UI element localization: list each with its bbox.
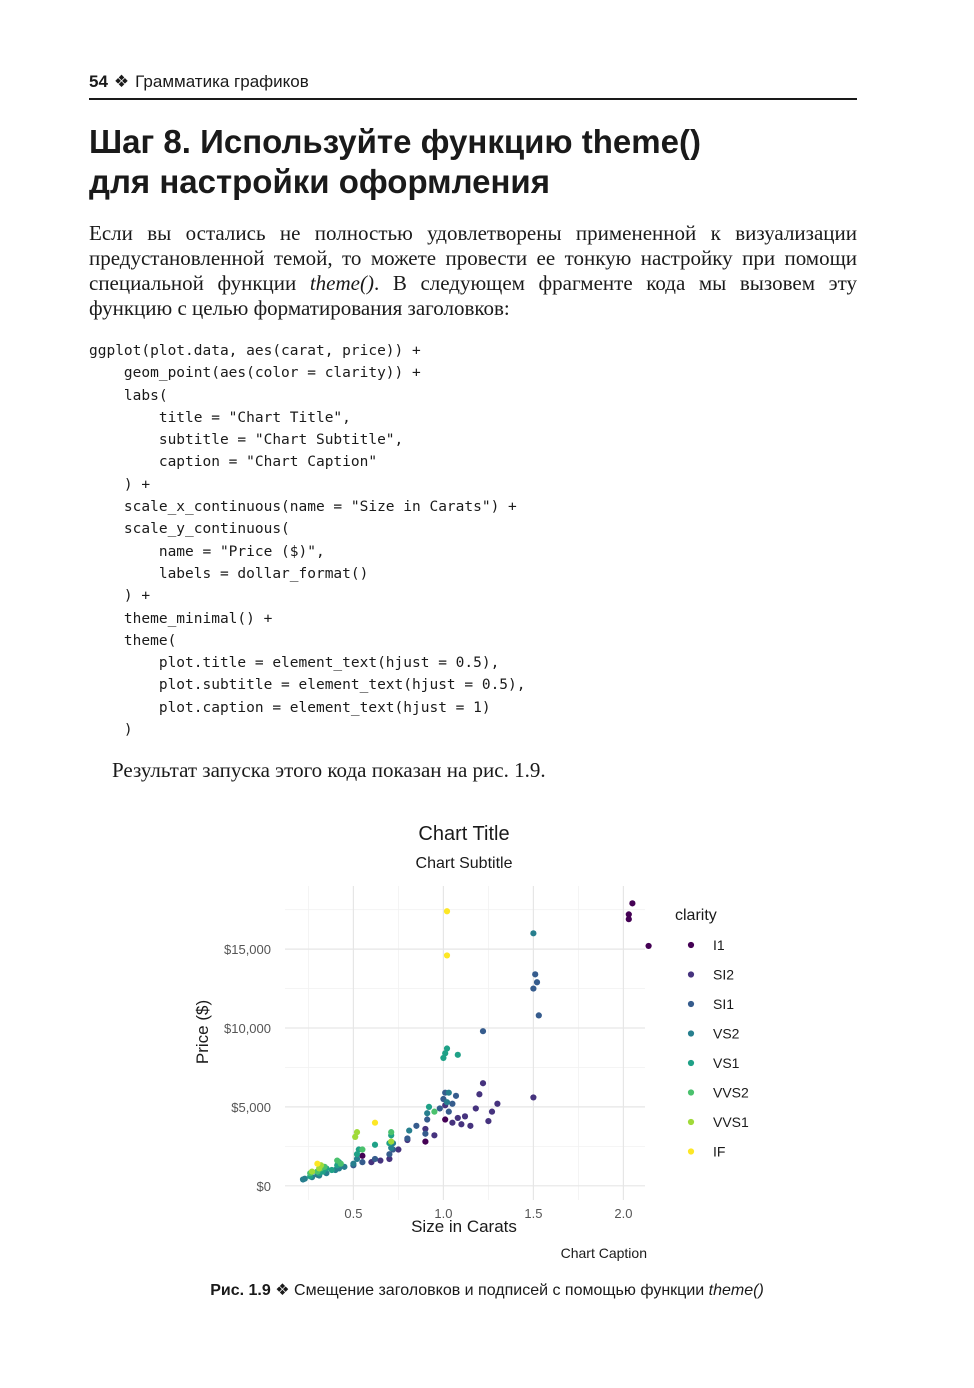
code-line: subtitle = "Chart Subtitle", — [89, 432, 404, 449]
data-point-vs1 — [455, 1052, 461, 1058]
data-point-vs2 — [406, 1127, 412, 1133]
data-point-vs2 — [444, 1099, 450, 1105]
chart-subtitle: Chart Subtitle — [415, 855, 513, 872]
x-tick-label: 2.0 — [614, 1206, 633, 1221]
code-line: ) + — [89, 588, 151, 605]
data-point-i1 — [646, 943, 652, 949]
legend-label: IF — [713, 1143, 726, 1160]
data-point-vs1 — [329, 1167, 335, 1173]
data-point-i1 — [422, 1139, 428, 1145]
data-point-si1 — [530, 985, 536, 991]
grid — [285, 886, 645, 1200]
data-point-si2 — [449, 1120, 455, 1126]
data-point-si1 — [386, 1151, 392, 1157]
data-point-vs1 — [372, 1142, 378, 1148]
data-point-vvs1 — [352, 1134, 358, 1140]
result-text: Результат запуска этого кода показан на рис. 1.9. — [112, 758, 546, 782]
data-point-vvs1 — [309, 1168, 315, 1174]
code-line: labs( — [89, 387, 168, 404]
code-line: plot.title = element_text(hjust = 0.5), — [89, 655, 500, 672]
data-point-vs1 — [354, 1151, 360, 1157]
data-point-if — [444, 908, 450, 914]
data-point-i1 — [442, 1116, 448, 1122]
data-point-vvs2 — [431, 1109, 437, 1115]
legend-label: VVS1 — [713, 1114, 749, 1130]
data-point-si2 — [467, 1123, 473, 1129]
figure-label: Рис. 1.9 — [210, 1282, 271, 1299]
section-heading-line2: для настройки оформления — [89, 163, 550, 200]
code-line: plot.subtitle = element_text(hjust = 0.5), — [89, 677, 526, 694]
data-point-si2 — [530, 1094, 536, 1100]
code-line: theme_minimal() + — [89, 610, 273, 627]
legend-label: I1 — [713, 937, 725, 953]
legend-label: VVS2 — [713, 1084, 749, 1101]
data-point-vvs2 — [388, 1129, 394, 1135]
legend-key — [688, 1030, 694, 1036]
data-point-si1 — [449, 1101, 455, 1107]
code-line: ) — [89, 722, 133, 739]
legend-key — [688, 971, 694, 977]
legend-label: SI1 — [713, 996, 735, 1012]
running-header — [89, 72, 857, 98]
caption-text: Смещение заголовков и подписей с помощью функции — [294, 1282, 709, 1299]
section-heading-line1: Шаг 8. Используйте функцию theme() — [89, 123, 701, 160]
caption-function-name: theme() — [708, 1282, 764, 1299]
y-axis-label: Price ($) — [193, 999, 212, 1065]
legend-label: VS1 — [713, 1055, 740, 1071]
data-point-if — [372, 1120, 378, 1126]
y-tick-label: $15,000 — [224, 942, 271, 958]
page-number: 54 — [89, 72, 108, 91]
code-line: plot.caption = element_text(hjust = 1) — [89, 699, 491, 716]
data-point-vs1 — [440, 1055, 446, 1061]
data-point-vvs2 — [338, 1161, 344, 1167]
data-point-i1 — [359, 1153, 365, 1159]
data-point-si1 — [534, 979, 540, 985]
axes — [224, 942, 632, 1221]
caption-separator-icon: ❖ — [275, 1282, 290, 1299]
legend-key — [688, 1148, 694, 1154]
data-point-i1 — [626, 916, 632, 922]
data-point-si2 — [473, 1105, 479, 1111]
data-point-si2 — [462, 1113, 468, 1119]
body-paragraph — [89, 221, 857, 321]
data-point-vvs1 — [388, 1139, 394, 1145]
figure-caption — [0, 1280, 974, 1300]
legend-label: VS2 — [713, 1025, 740, 1042]
header-separator-icon: ❖ — [113, 72, 130, 91]
chapter-title: Грамматика графиков — [135, 72, 309, 91]
data-point-si1 — [359, 1159, 365, 1165]
data-point-if — [314, 1161, 320, 1167]
code-line: theme( — [89, 632, 177, 649]
x-tick-label: 1.5 — [524, 1206, 543, 1221]
x-axis-label: Size in Carats — [411, 1217, 517, 1236]
chart-title: Chart Title — [418, 823, 510, 845]
chart-caption: Chart Caption — [560, 1245, 647, 1261]
code-line: ggplot(plot.data, aes(carat, price)) + — [89, 343, 421, 359]
legend-label: SI2 — [713, 966, 735, 983]
data-point-si1 — [404, 1135, 410, 1141]
legend-key — [688, 1089, 694, 1095]
x-tick-label: 1.0 — [434, 1206, 453, 1221]
legend-key — [688, 942, 694, 948]
header-rule — [89, 98, 857, 100]
paragraph-function-name: theme() — [309, 271, 374, 295]
data-point-si2 — [480, 1080, 486, 1086]
figure — [180, 808, 749, 1266]
code-line: labels = dollar_format() — [89, 565, 369, 582]
data-point-vs2 — [446, 1090, 452, 1096]
data-point-vs2 — [530, 930, 536, 936]
data-point-si2 — [489, 1109, 495, 1115]
data-point-si2 — [395, 1146, 401, 1152]
code-line: caption = "Chart Caption" — [89, 454, 378, 471]
data-point-si2 — [458, 1121, 464, 1127]
code-line: scale_x_continuous(name = "Size in Carats") + — [89, 499, 517, 516]
data-point-vs1 — [426, 1104, 432, 1110]
y-tick-label: $10,000 — [224, 1021, 271, 1037]
code-line: scale_y_continuous( — [89, 521, 290, 538]
data-point-si1 — [453, 1093, 459, 1099]
legend-key — [688, 1001, 694, 1007]
data-point-if — [444, 952, 450, 958]
data-point-si1 — [424, 1116, 430, 1122]
data-point-vvs2 — [359, 1146, 365, 1152]
data-points — [300, 900, 652, 1182]
data-point-si2 — [494, 1101, 500, 1107]
data-point-vs2 — [350, 1161, 356, 1167]
data-point-vs2 — [300, 1176, 306, 1182]
scatter-chart — [180, 808, 749, 1266]
data-point-si1 — [532, 971, 538, 977]
code-line: geom_point(aes(color = clarity)) + — [89, 365, 421, 382]
data-point-si2 — [485, 1118, 491, 1124]
data-point-si2 — [455, 1115, 461, 1121]
data-point-si1 — [480, 1028, 486, 1034]
data-point-si2 — [377, 1157, 383, 1163]
data-point-si2 — [431, 1132, 437, 1138]
data-point-vs2 — [424, 1110, 430, 1116]
x-tick-label: 0.5 — [344, 1206, 363, 1221]
y-tick-label: $0 — [256, 1178, 271, 1194]
data-point-si1 — [536, 1012, 542, 1018]
legend-key — [688, 1119, 694, 1125]
section-heading — [89, 122, 859, 202]
data-point-si1 — [413, 1123, 419, 1129]
paragraph-text-after: . В следующем фрагменте кода мы вызовем эту функцию с целью форматирования заголовков: — [89, 271, 857, 320]
data-point-si1 — [422, 1131, 428, 1137]
data-point-si2 — [476, 1091, 482, 1097]
code-block — [89, 340, 849, 741]
legend-title: clarity — [675, 907, 717, 924]
paragraph-text-before: Если вы остались не полностью удовлетворены примененной к визуализации предустановленной темой, то можете провести ее тонкую настройку при помощи специальной функции — [89, 221, 857, 295]
code-line: name = "Price ($)", — [89, 543, 325, 560]
legend — [675, 907, 749, 1160]
y-tick-label: $5,000 — [231, 1099, 271, 1115]
data-point-i1 — [629, 900, 635, 906]
code-line: title = "Chart Title", — [89, 409, 351, 426]
legend-key — [688, 1060, 694, 1066]
data-point-si1 — [446, 1109, 452, 1115]
data-point-si1 — [437, 1105, 443, 1111]
data-point-si1 — [372, 1156, 378, 1162]
code-line: ) + — [89, 476, 151, 493]
